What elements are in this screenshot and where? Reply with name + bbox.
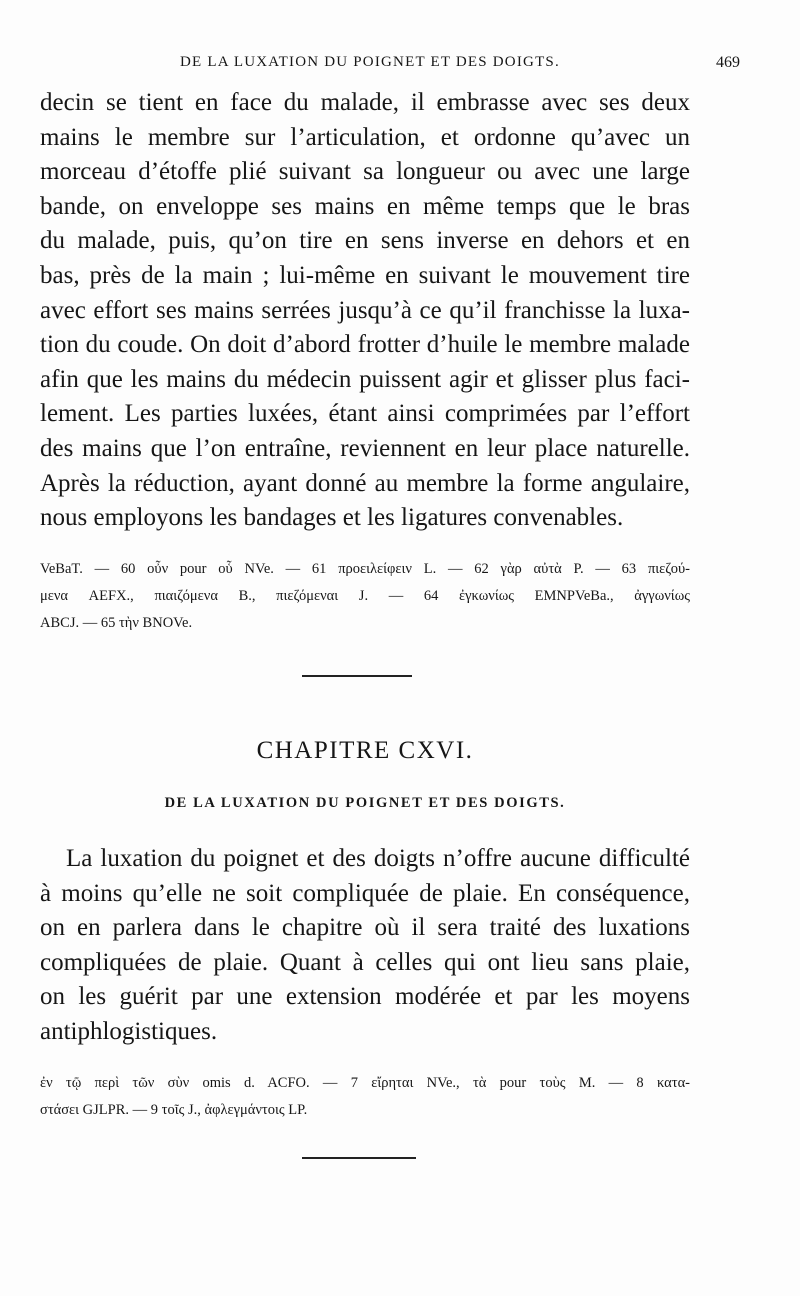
footnote-line: στάσει GJLPR. — 9 τοῖς J., ἀφλεγμάντοις LP. [40, 1102, 308, 1118]
section-divider [302, 675, 412, 677]
text-line: mains le membre sur l’articulation, et ordonne qu’avec un [40, 123, 690, 151]
text-line: on les guérit par une extension modérée et par les moyens [40, 983, 690, 1011]
text-line: à moins qu’elle ne soit compliquée de plaie. En conséquence, [40, 879, 690, 907]
footnotes-top [40, 556, 690, 637]
page-number: 469 [716, 54, 740, 71]
text-line: decin se tient en face du malade, il embrasse avec ses deux [40, 89, 690, 116]
footnote-line: VeBaT. — 60 οὖν pour οὗ NVe. — 61 προειλείφειν L. — 62 γὰρ αὐτὰ P. — 63 πιεζού- [40, 561, 690, 577]
text-line: du malade, puis, qu’on tire en sens inverse en dehors et en [40, 227, 690, 255]
end-divider [302, 1157, 416, 1159]
text-line: lement. Les parties luxées, étant ainsi comprimées par l’effort [40, 400, 690, 428]
text-line: bas, près de la main ; lui-même en suivant le mouvement tire [40, 261, 690, 289]
text-line: morceau d’étoffe plié suivant sa longueur ou avec une large [40, 158, 690, 186]
footnote-line: ABCJ. — 65 τὴν BNOVe. [40, 615, 193, 631]
chapter-title: CHAPITRE CXVI. [256, 737, 474, 764]
text-line: tion du coude. On doit d’abord frotter d’huile le membre malade [40, 331, 690, 359]
text-line: afin que les mains du médecin puissent agir et glisser plus faci- [40, 365, 690, 393]
text-line: antiphlogistiques. [40, 1017, 218, 1045]
text-line: on en parlera dans le chapitre où il sera traité des luxations [40, 914, 690, 942]
body-paragraph-continued [40, 86, 690, 536]
text-line: nous employons les bandages et les ligatures convenables. [40, 504, 624, 532]
footnote-line: ἐν τῷ περὶ τῶν σὺν omis d. ACFO. — 7 εἴρηται NVe., τὰ pour τοὺς M. — 8 κατα- [40, 1075, 690, 1091]
text-line: La luxation du poignet et des doigts n’offre aucune difficulté [66, 845, 690, 872]
text-line: avec effort ses mains serrées jusqu’à ce qu’il franchisse la luxa- [40, 296, 690, 324]
footnotes-bottom [40, 1070, 690, 1124]
footnote-line: μενα AEFX., πιαιζόμενα B., πιεζόμεναι J. — 64 ἐγκωνίως EMNPVeBa., ἀγγωνίως [40, 588, 690, 604]
text-line: Après la réduction, ayant donné au membre la forme angulaire, [40, 469, 690, 497]
running-title: DE LA LUXATION DU POIGNET ET DES DOIGTS. [180, 54, 560, 70]
running-head [40, 54, 740, 80]
text-line: des mains que l’on entraîne, reviennent en leur place naturelle. [40, 434, 690, 462]
text-line: compliquées de plaie. Quant à celles qui ont lieu sans plaie, [40, 948, 690, 976]
chapter-subtitle: DE LA LUXATION DU POIGNET ET DES DOIGTS. [164, 795, 566, 811]
text-line: bande, on enveloppe ses mains en même temps que le bras [40, 192, 690, 220]
body-paragraph [40, 842, 690, 1050]
